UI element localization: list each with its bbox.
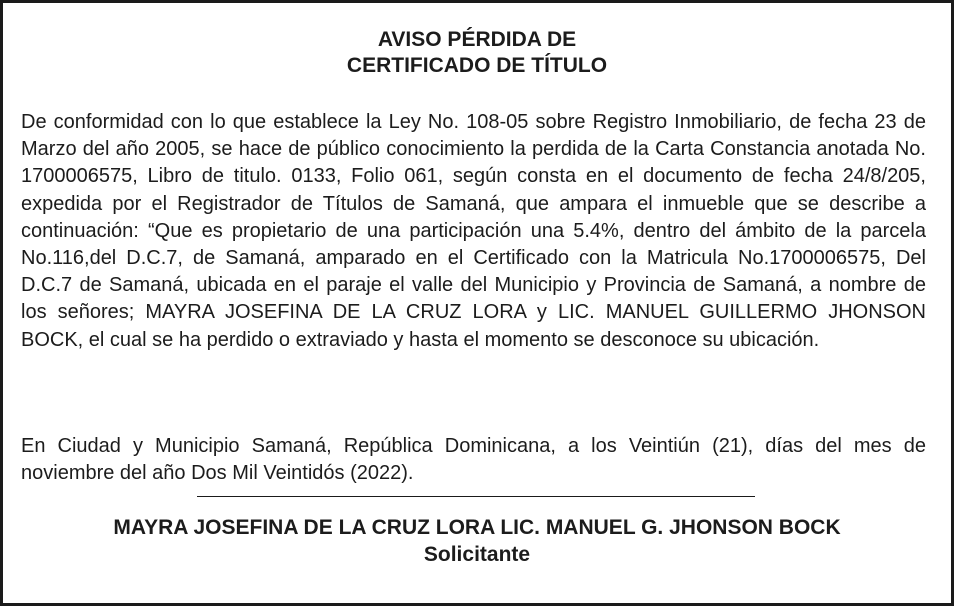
notice-closing-paragraph: En Ciudad y Municipio Samaná, República Dominicana, a los Veintiún (21), días del mes de noviembre del año Dos Mil Veintidós (2022). [21,435,926,485]
signatory-role: Solicitante [423,543,531,566]
title-line-2: CERTIFICADO DE TÍTULO [346,54,608,77]
signature-line [197,496,755,497]
notice-title [3,27,951,79]
notice-body-paragraph: De conformidad con lo que establece la Ley No. 108-05 sobre Registro Inmobiliario, de fecha 23 de Marzo del año 2005, se hace de público conocimiento la perdida de la Carta Constancia anotada No. 1700006575, Libro de titulo. 0133, Folio 061, según consta en el documento de fecha 24/8/205, expedida por el Registrador de Títulos de Samaná, que ampara el inmueble que se describe a continuación: “Que es propietario de una participación una 5.4%, dentro del ámbito de la parcela No.116,del D.C.7, de Samaná, amparado en el Certificado con la Matricula No.1700006575, Del D.C.7 de Samaná, ubicada en el paraje el valle del Municipio y Provincia de Samaná, a nombre de los señores; MAYRA JOSEFINA DE LA CRUZ LORA y LIC. MANUEL GUILLERMO JHONSON BOCK, el cual se ha perdido o extraviado y hasta el momento se desconoce su ubicación. [21,111,926,351]
title-line-1: AVISO PÉRDIDA DE [377,28,577,51]
signatory-names: MAYRA JOSEFINA DE LA CRUZ LORA LIC. MANUEL G. JHONSON BOCK [113,516,841,539]
